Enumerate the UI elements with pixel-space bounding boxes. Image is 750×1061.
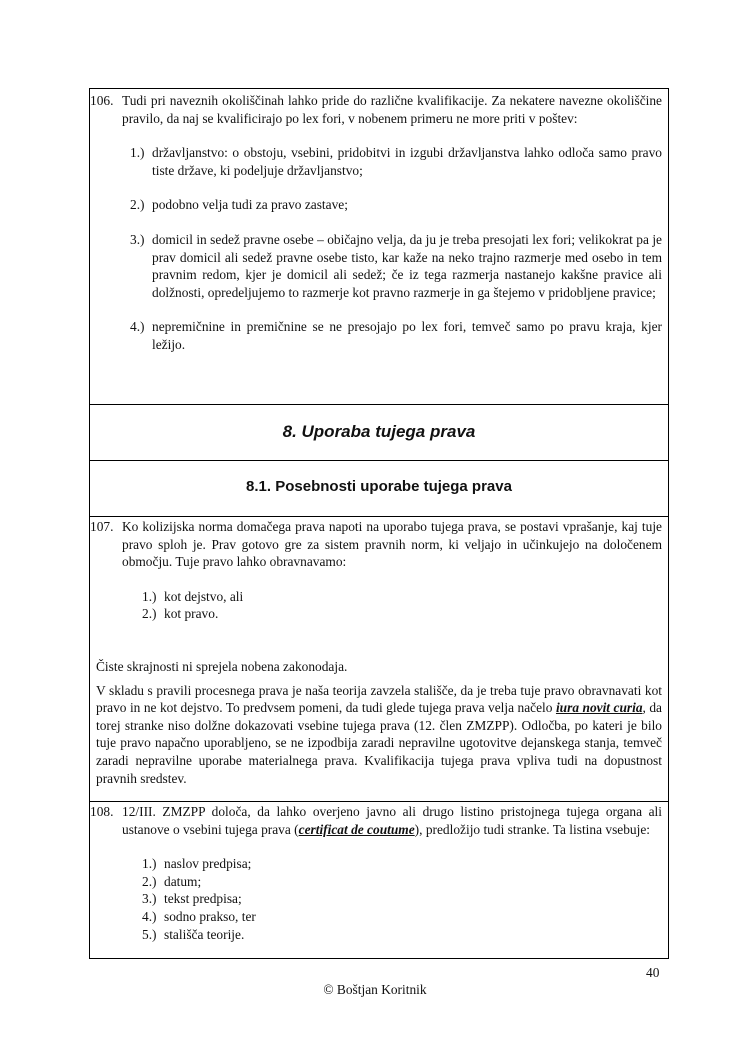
content-table	[89, 88, 669, 959]
chapter-heading: 8. Uporaba tujega prava	[90, 404, 668, 460]
list-item: 3.) domicil in sedež pravne osebe – običajno velja, da ju je treba presojati lex fori; velikokrat pa je prav domicil ali sedež pravne osebe tisto, kar kaže na neko trajno razmerje med osebo in tem pravnim redom, kjer je domicil ali sedež; če iz tega razmerja nastanejo kakšne pravice ali dolžnosti, opredeljujemo to razmerje kot pravno razmerje in ga štejemo v pridobljene pravice;	[130, 231, 662, 300]
note-text: Čiste skrajnosti ni sprejela nobena zakonodaja.	[96, 658, 348, 674]
copyright-footer: © Boštjan Koritnik	[323, 982, 427, 997]
list-item: 1.) naslov predpisa;	[142, 856, 252, 872]
paragraph-108: 108. 12/III. ZMZPP določa, da lahko overjeno javno ali drugo listino pristojnega tujega organa ali ustanove o vsebini tujega prava (certificat de coutume), predložijo tudi stranke. Ta listina vsebuje: 1.) naslov predpisa; 2.) datum; 3.) tekst predpisa; 4.) sodno prakso, ter 5.) stališča teorije.	[90, 801, 668, 958]
paragraph-intro: Ko kolizijska norma domačega prava napoti na uporabo tujega prava, se postavi vprašanje, kaj tuje pravo sploh je. Prav gotovo gre za sistem pravnih norm, ki veljajo in učinkujejo na določenem območju. Tuje pravo lahko obravnavamo:	[122, 519, 662, 570]
list-item: 3.) tekst predpisa;	[142, 891, 242, 907]
paragraph-number: 108.	[90, 804, 114, 819]
page-number: 40	[646, 965, 660, 980]
paragraph-106	[90, 89, 668, 404]
list-item: 4.) nepremičnine in premičnine se ne presojajo po lex fori, temveč samo po pravu kraja, kjer ležijo.	[130, 319, 662, 352]
list-item: 1.) državljanstvo: o obstoju, vsebini, pridobitvi in izgubi državljanstva lahko odloča samo pravo tiste države, ki podeljuje državljanstvo;	[130, 145, 662, 178]
paragraph-number: 106.	[90, 93, 114, 108]
list-item: 2.) kot pravo.	[142, 606, 219, 622]
emphasis-term: iura novit curia	[555, 700, 643, 716]
emphasis-term: certificat de coutume	[298, 821, 415, 837]
paragraph-text: V skladu s pravili procesnega prava je naša teorija zavzela stališče, da je treba tuje pravo obravnavati kot pravo in ne kot dejstvo. To predvsem pomeni, da tudi glede tujega prava velja načelo iura novit curia, da torej stranke niso dolžne dokazovati vsebine tujega prava (12. člen ZMZPP). Odločba, po kateri je bilo tuje pravo napačno uporabljeno, se ne izpodbija zaradi nepravilne ugotovitve dejanskega stanja, temveč zaradi nepravilne uporabe materialnega prava. Kvalifikacija tujega prava vpliva tudi na dopustnost pravnih sredstev.	[96, 682, 662, 786]
paragraph-107	[90, 516, 668, 801]
list-item: 5.) stališča teorije.	[142, 926, 245, 942]
list-item: 2.) podobno velja tudi za pravo zastave;	[130, 197, 348, 213]
list-item: 2.) datum;	[142, 873, 202, 889]
section-heading: 8.1. Posebnosti uporabe tujega prava	[90, 460, 668, 516]
list-item: 4.) sodno prakso, ter	[142, 908, 256, 924]
paragraph-intro: Tudi pri naveznih okoliščinah lahko pride do različne kvalifikacije. Za nekatere navezne okoliščine pravilo, da naj se kvalificirajo po lex fori, v nobenem primeru ne more priti v poštev:	[122, 93, 662, 126]
list-item: 1.) kot dejstvo, ali	[142, 588, 244, 604]
paragraph-number: 107.	[90, 519, 114, 534]
